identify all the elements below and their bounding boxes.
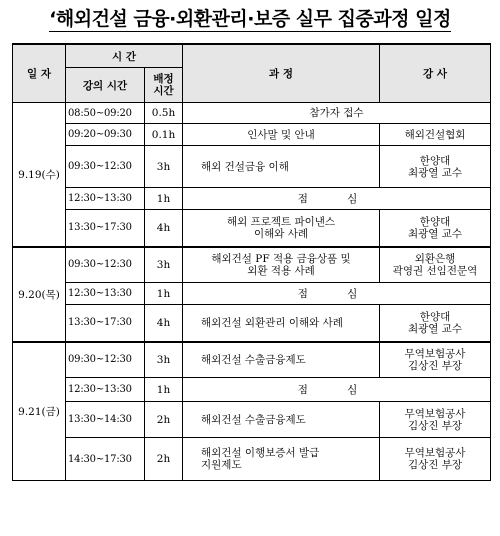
lecture-time: 13:30~17:30 — [66, 305, 145, 342]
lecture-time: 09:30~12:30 — [66, 247, 145, 283]
instructor — [380, 438, 491, 481]
schedule-table-body — [13, 103, 491, 481]
instructor-line: 김상진 부장 — [407, 459, 463, 471]
lunch-break: 점 심 — [183, 188, 491, 210]
assigned-hours: 0.5h — [145, 103, 183, 124]
course-title — [183, 210, 380, 247]
schedule-row — [13, 438, 491, 481]
instructor — [380, 342, 491, 378]
course-title-line: 해외건설 PF 적용 금융상품 및 — [211, 252, 351, 265]
instructor-line: 해외건설협회 — [404, 128, 466, 141]
lecture-time: 13:30~17:30 — [66, 210, 145, 247]
assigned-hours: 4h — [145, 210, 183, 247]
schedule-row — [13, 103, 491, 124]
course-title-line: 인사말 및 안내 — [247, 128, 315, 141]
day-date: 9.21(금) — [13, 342, 66, 481]
assigned-hours: 2h — [145, 402, 183, 438]
instructor-line: 무역보험공사 — [404, 407, 466, 420]
instructor — [380, 210, 491, 247]
lunch-break: 점 심 — [183, 283, 491, 305]
assigned-hours: 2h — [145, 438, 183, 481]
course-title-line: 해외 프로젝트 파이낸스 — [226, 215, 336, 228]
header-date: 일 자 — [13, 44, 66, 103]
assigned-hours: 3h — [145, 247, 183, 283]
course-title-line: 해외건설 이행보증서 발급 — [201, 447, 320, 459]
lecture-time: 12:30~13:30 — [66, 378, 145, 402]
course-title — [183, 124, 380, 146]
course-title — [183, 146, 380, 188]
instructor-line: 최광열 교수 — [407, 227, 463, 240]
header-time-group: 시 간 — [66, 44, 183, 68]
assigned-hours: 1h — [145, 283, 183, 305]
schedule-table-header — [13, 44, 491, 103]
schedule-table — [12, 43, 491, 481]
instructor-line: 무역보험공사 — [404, 347, 466, 360]
lecture-time: 09:30~12:30 — [66, 342, 145, 378]
course-title-line: 외환 적용 사례 — [247, 264, 315, 277]
course-title-line: 해외건설 외환관리 이해와 사례 — [201, 316, 343, 329]
lecture-time: 09:20~09:30 — [66, 124, 145, 146]
lecture-time: 09:30~12:30 — [66, 146, 145, 188]
instructor — [380, 305, 491, 342]
course-title-line: 해외건설 수출금융제도 — [201, 353, 306, 366]
instructor-line: 김상진 부장 — [407, 359, 463, 372]
schedule-row — [13, 342, 491, 378]
schedule-row — [13, 124, 491, 146]
instructor-line: 외환은행 — [414, 252, 456, 265]
instructor — [380, 146, 491, 188]
course-title — [183, 438, 380, 481]
assigned-hours: 1h — [145, 378, 183, 402]
instructor-line: 한양대 — [419, 154, 451, 167]
schedule-row — [13, 402, 491, 438]
lunch-break: 점 심 — [183, 378, 491, 402]
lecture-time: 13:30~14:30 — [66, 402, 145, 438]
instructor-line: 최광열 교수 — [407, 166, 463, 179]
schedule-row — [13, 146, 491, 188]
day-date: 9.20(목) — [13, 247, 66, 342]
course-title: 참가자 접수 — [183, 103, 491, 124]
header-hours: 배정 시간 — [145, 68, 183, 103]
assigned-hours: 3h — [145, 146, 183, 188]
schedule-row — [13, 210, 491, 247]
schedule-row — [13, 305, 491, 342]
assigned-hours: 0.1h — [145, 124, 183, 146]
instructor-line: 곽영권 선임전문역 — [392, 264, 478, 277]
instructor — [380, 124, 491, 146]
instructor-line: 김상진 부장 — [407, 419, 463, 432]
header-instructor: 강 사 — [380, 44, 491, 103]
assigned-hours: 3h — [145, 342, 183, 378]
course-title — [183, 247, 380, 283]
instructor-line: 한양대 — [419, 215, 451, 228]
schedule-row — [13, 188, 491, 210]
instructor-line: 최광열 교수 — [407, 322, 463, 335]
course-title-line: 해외건설 수출금융제도 — [201, 413, 306, 426]
lecture-time: 14:30~17:30 — [66, 438, 145, 481]
instructor — [380, 402, 491, 438]
assigned-hours: 1h — [145, 188, 183, 210]
lecture-time: 08:50~09:20 — [66, 103, 145, 124]
assigned-hours: 4h — [145, 305, 183, 342]
course-title — [183, 305, 380, 342]
course-title — [183, 342, 380, 378]
schedule-row — [13, 283, 491, 305]
header-lecture-time: 강의 시간 — [66, 68, 145, 103]
page-title: ‘해외건설 금융·외환관리·보증 실무 집중과정 일정 — [49, 8, 451, 30]
lecture-time: 12:30~13:30 — [66, 188, 145, 210]
schedule-row — [13, 378, 491, 402]
instructor-line: 무역보험공사 — [404, 447, 466, 459]
course-title-line: 이해와 사례 — [253, 227, 309, 240]
instructor — [380, 247, 491, 283]
instructor-line: 한양대 — [419, 310, 451, 323]
lecture-time: 12:30~13:30 — [66, 283, 145, 305]
course-title-line: 지원제도 — [201, 459, 242, 471]
schedule-row — [13, 247, 491, 283]
course-title — [183, 402, 380, 438]
day-date: 9.19(수) — [13, 103, 66, 247]
header-course: 과 정 — [183, 44, 380, 103]
course-title-line: 해외 건설금융 이해 — [201, 160, 289, 173]
